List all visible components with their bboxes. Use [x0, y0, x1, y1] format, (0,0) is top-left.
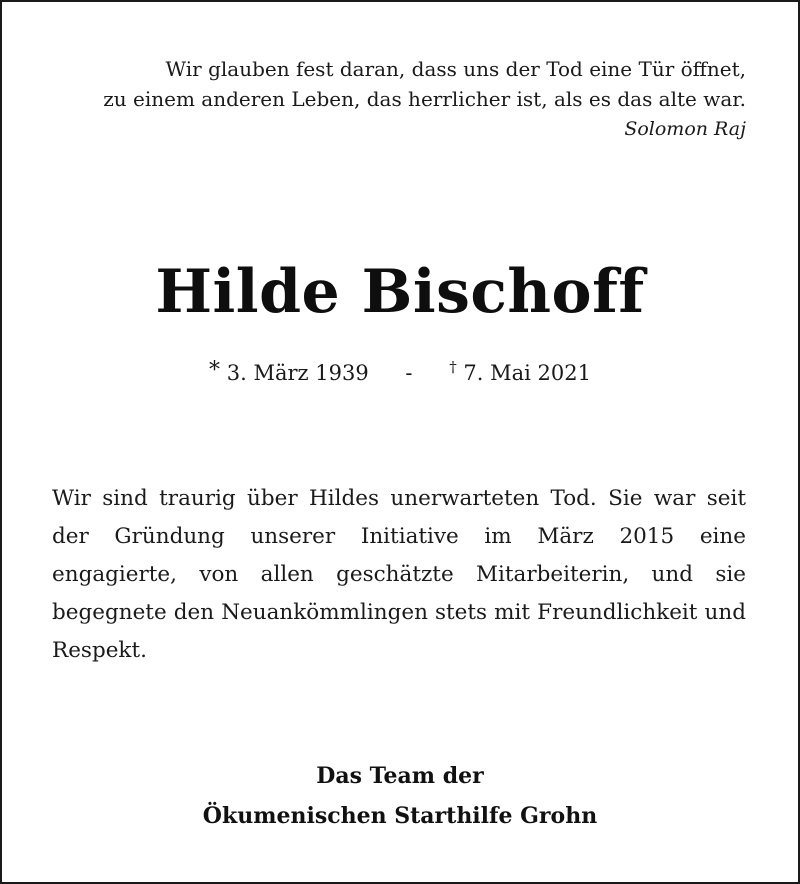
signature-block — [2, 756, 798, 836]
quote-author: Solomon Raj — [624, 118, 746, 140]
life-dates — [2, 352, 798, 388]
date-separator: - — [405, 361, 413, 385]
quote-block — [46, 54, 746, 144]
quote-line-1: Wir glauben fest daran, dass uns der Tod eine Tür öffnet, — [165, 57, 746, 81]
condolence-message: Wir sind traurig über Hildes unerwarteten Tod. Sie war seit der Gründung unserer Initiative im März 2015 eine engagierte, von allen geschätzte Mitarbeiterin, und sie begegnete den Neuankömmlingen stets mit Freundlichkeit und Respekt. — [52, 486, 746, 663]
birth-symbol: * — [209, 358, 221, 383]
death-symbol: † — [449, 358, 457, 376]
quote-line-2: zu einem anderen Leben, das herrlicher ist, als es das alte war. — [103, 87, 746, 111]
death-date: 7. Mai 2021 — [463, 361, 591, 385]
deceased-name: Hilde Bischoff — [155, 257, 645, 327]
signature-line-2: Ökumenischen Starthilfe Grohn — [202, 803, 598, 829]
signature-line-1: Das Team der — [316, 763, 484, 789]
birth-date: 3. März 1939 — [226, 361, 369, 385]
